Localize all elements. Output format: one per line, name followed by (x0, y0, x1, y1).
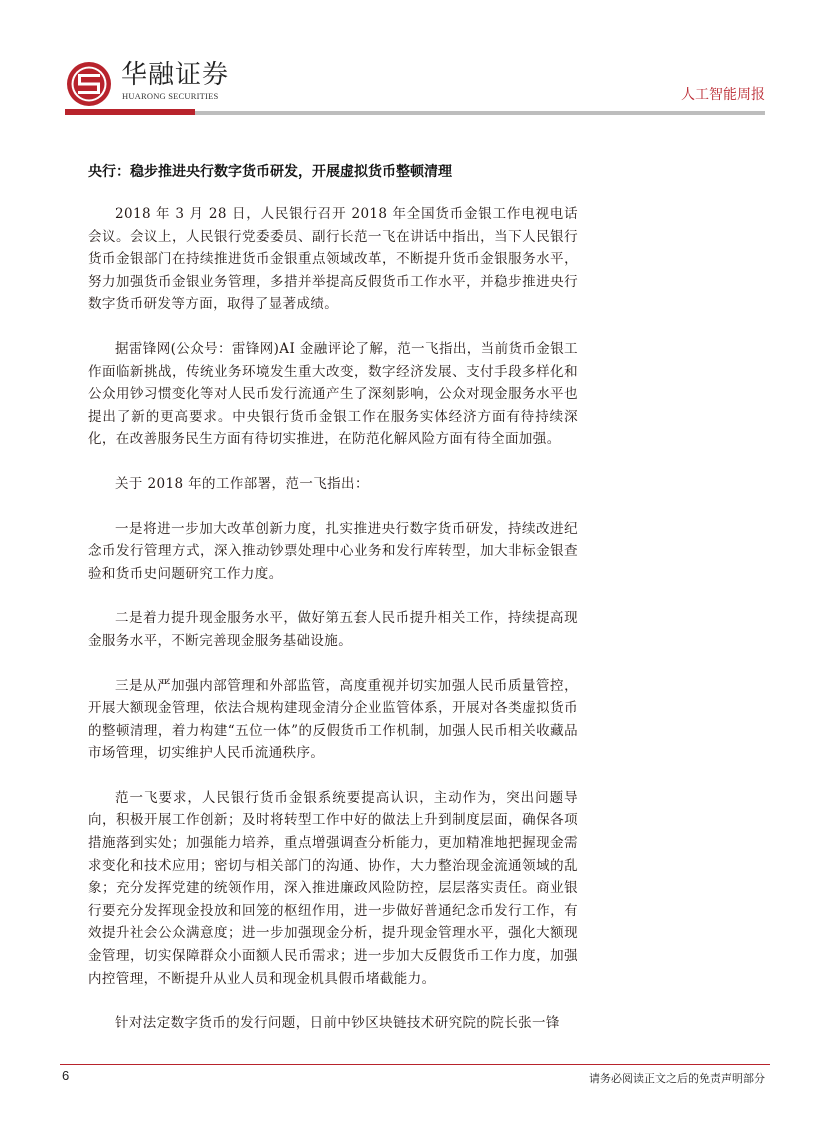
brand-name-cn: 华融证券 (121, 60, 230, 90)
header-rule-accent (65, 109, 195, 115)
paragraph-meeting: 2018 年 3 月 28 日，人民银行召开 2018 年全国货币金银工作电视电话会议。会议上，人民银行党委委员、副行长范一飞在讲话中指出，当下人民银行货币金银部门在持续推进货币金银重点领域改革，不断提升货币金银服务水平，努力加强货币金银业务管理，多措并举提高反假货币工作水平，并稳步推进央行数字货币研发等方面，取得了显著成绩。 (88, 206, 578, 313)
paragraph-point-one: 一是将进一步加大改革创新力度，扎实推进央行数字货币研发，持续改进纪念币发行管理方式，深入推动钞票处理中心业务和发行库转型，加大非标金银查验和货币史问题研究工作力度。 (88, 520, 578, 582)
paragraph-digital-currency: 针对法定数字货币的发行问题，日前中钞区块链技术研究院的院长张一锋 (115, 1015, 560, 1032)
page-number: 6 (62, 1068, 70, 1083)
header-rule (195, 111, 765, 115)
article-body (88, 161, 578, 1057)
report-title: 人工智能周报 (681, 87, 765, 103)
footer-disclaimer: 请务必阅读正文之后的免责声明部分 (589, 1072, 765, 1085)
paragraph-point-two: 二是着力提升现金服务水平，做好第五套人民币提升相关工作，持续提高现金服务水平，不断完善现金服务基础设施。 (88, 610, 578, 649)
huarong-logo-icon (65, 60, 113, 108)
page-header (0, 0, 827, 120)
paragraph-work-plan-intro: 关于 2018 年的工作部署，范一飞指出： (115, 475, 369, 492)
paragraph-requirements: 范一飞要求，人民银行货币金银系统要提高认识，主动作为，突出问题导向，积极开展工作创新；及时将转型工作中好的做法上升到制度层面，确保各项措施落到实处；加强能力培养，重点增强调查分析能力，更加精准地把握现金需求变化和技术应用；密切与相关部门的沟通、协作，大力整治现金流通领域的乱象；充分发挥党建的统领作用，深入推进廉政风险防控，层层落实责任。商业银行要充分发挥现金投放和回笼的枢纽作用，进一步做好普通纪念币发行工作，有效提升社会公众满意度；进一步加强现金分析，提升现金管理水平，强化大额现金管理，切实保障群众小面额人民币需求；进一步加大反假货币工作力度，加强内控管理，不断提升从业人员和现金机具假币堵截能力。 (88, 789, 578, 987)
paragraph-point-three: 三是从严加强内部管理和外部监管，高度重视并切实加强人民币质量管控，开展大额现金管理，依法合规构建现金清分企业监管体系，开展对各类虚拟货币的整顿清理，着力构建“五位一体”的反假货币工作机制，加强人民币相关收藏品市场管理，切实维护人民币流通秩序。 (88, 677, 578, 762)
footer-rule (60, 1064, 770, 1065)
section-title: 央行：稳步推进央行数字货币研发，开展虚拟货币整顿清理 (88, 164, 452, 180)
paragraph-challenges: 据雷锋网(公众号：雷锋网)AI 金融评论了解，范一飞指出，当前货币金银工作面临新挑战，传统业务环境发生重大改变，数字经济发展、支付手段多样化和公众用钞习惯变化等对人民币发行流通产生了深刻影响，公众对现金服务水平也提出了新的更高要求。中央银行货币金银工作在服务实体经济方面有待持续深化，在改善服务民生方面有待切实推进，在防范化解风险方面有待全面加强。 (88, 340, 578, 448)
brand-name-en: HUARONG SECURITIES (122, 91, 219, 101)
